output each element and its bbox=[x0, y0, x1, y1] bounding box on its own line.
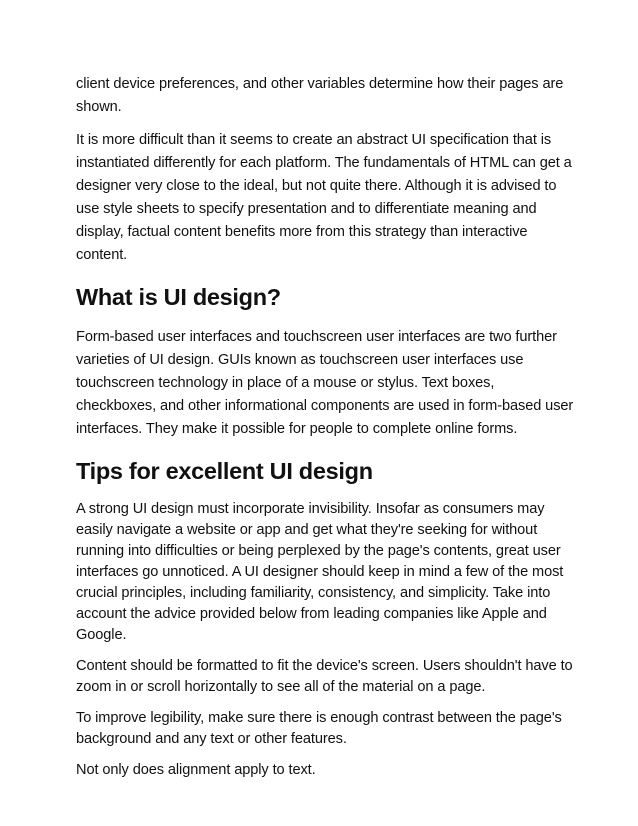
heading-what-is-ui-design: What is UI design? bbox=[76, 284, 281, 310]
paragraph-invisibility: A strong UI design must incorporate invisibility. Insofar as consumers may easily navigate a website or app and get what they're seeking for without running into difficulties or being perplexed by the page's contents, great user interfaces go unnoticed. A UI designer should keep in mind a few of the most crucial principles, including familiarity, consistency, and simplicity. Take into account the advice provided below from leading companies like Apple and Google. bbox=[76, 501, 564, 643]
paragraph-client-device: client device preferences, and other variables determine how their pages are shown. bbox=[76, 76, 564, 115]
paragraph-screen-format: Content should be formatted to fit the device's screen. Users shouldn't have to zoom in or scroll horizontally to see all of the material on a page. bbox=[76, 658, 573, 695]
paragraph-abstract-ui-spec: It is more difficult than it seems to create an abstract UI specification that is instantiated differently for each platform. The fundamentals of HTML can get a designer very close to the ideal, but not quite there. Although it is advised to use style sheets to specify presentation and to differentiate meaning and display, factual content benefits more from this strategy than interactive content. bbox=[76, 132, 572, 263]
paragraph-contrast: To improve legibility, make sure there is enough contrast between the page's background and any text or other features. bbox=[76, 710, 562, 747]
paragraph-ui-design-varieties: Form-based user interfaces and touchscreen user interfaces are two further varieties of UI design. GUIs known as touchscreen user interfaces use touchscreen technology in place of a mouse or stylus. Text boxes, checkboxes, and other informational components are used in form-based user interfaces. They make it possible for people to complete online forms. bbox=[76, 329, 574, 437]
paragraph-alignment: Not only does alignment apply to text. bbox=[76, 762, 316, 778]
heading-tips-for-ui-design: Tips for excellent UI design bbox=[76, 458, 373, 484]
